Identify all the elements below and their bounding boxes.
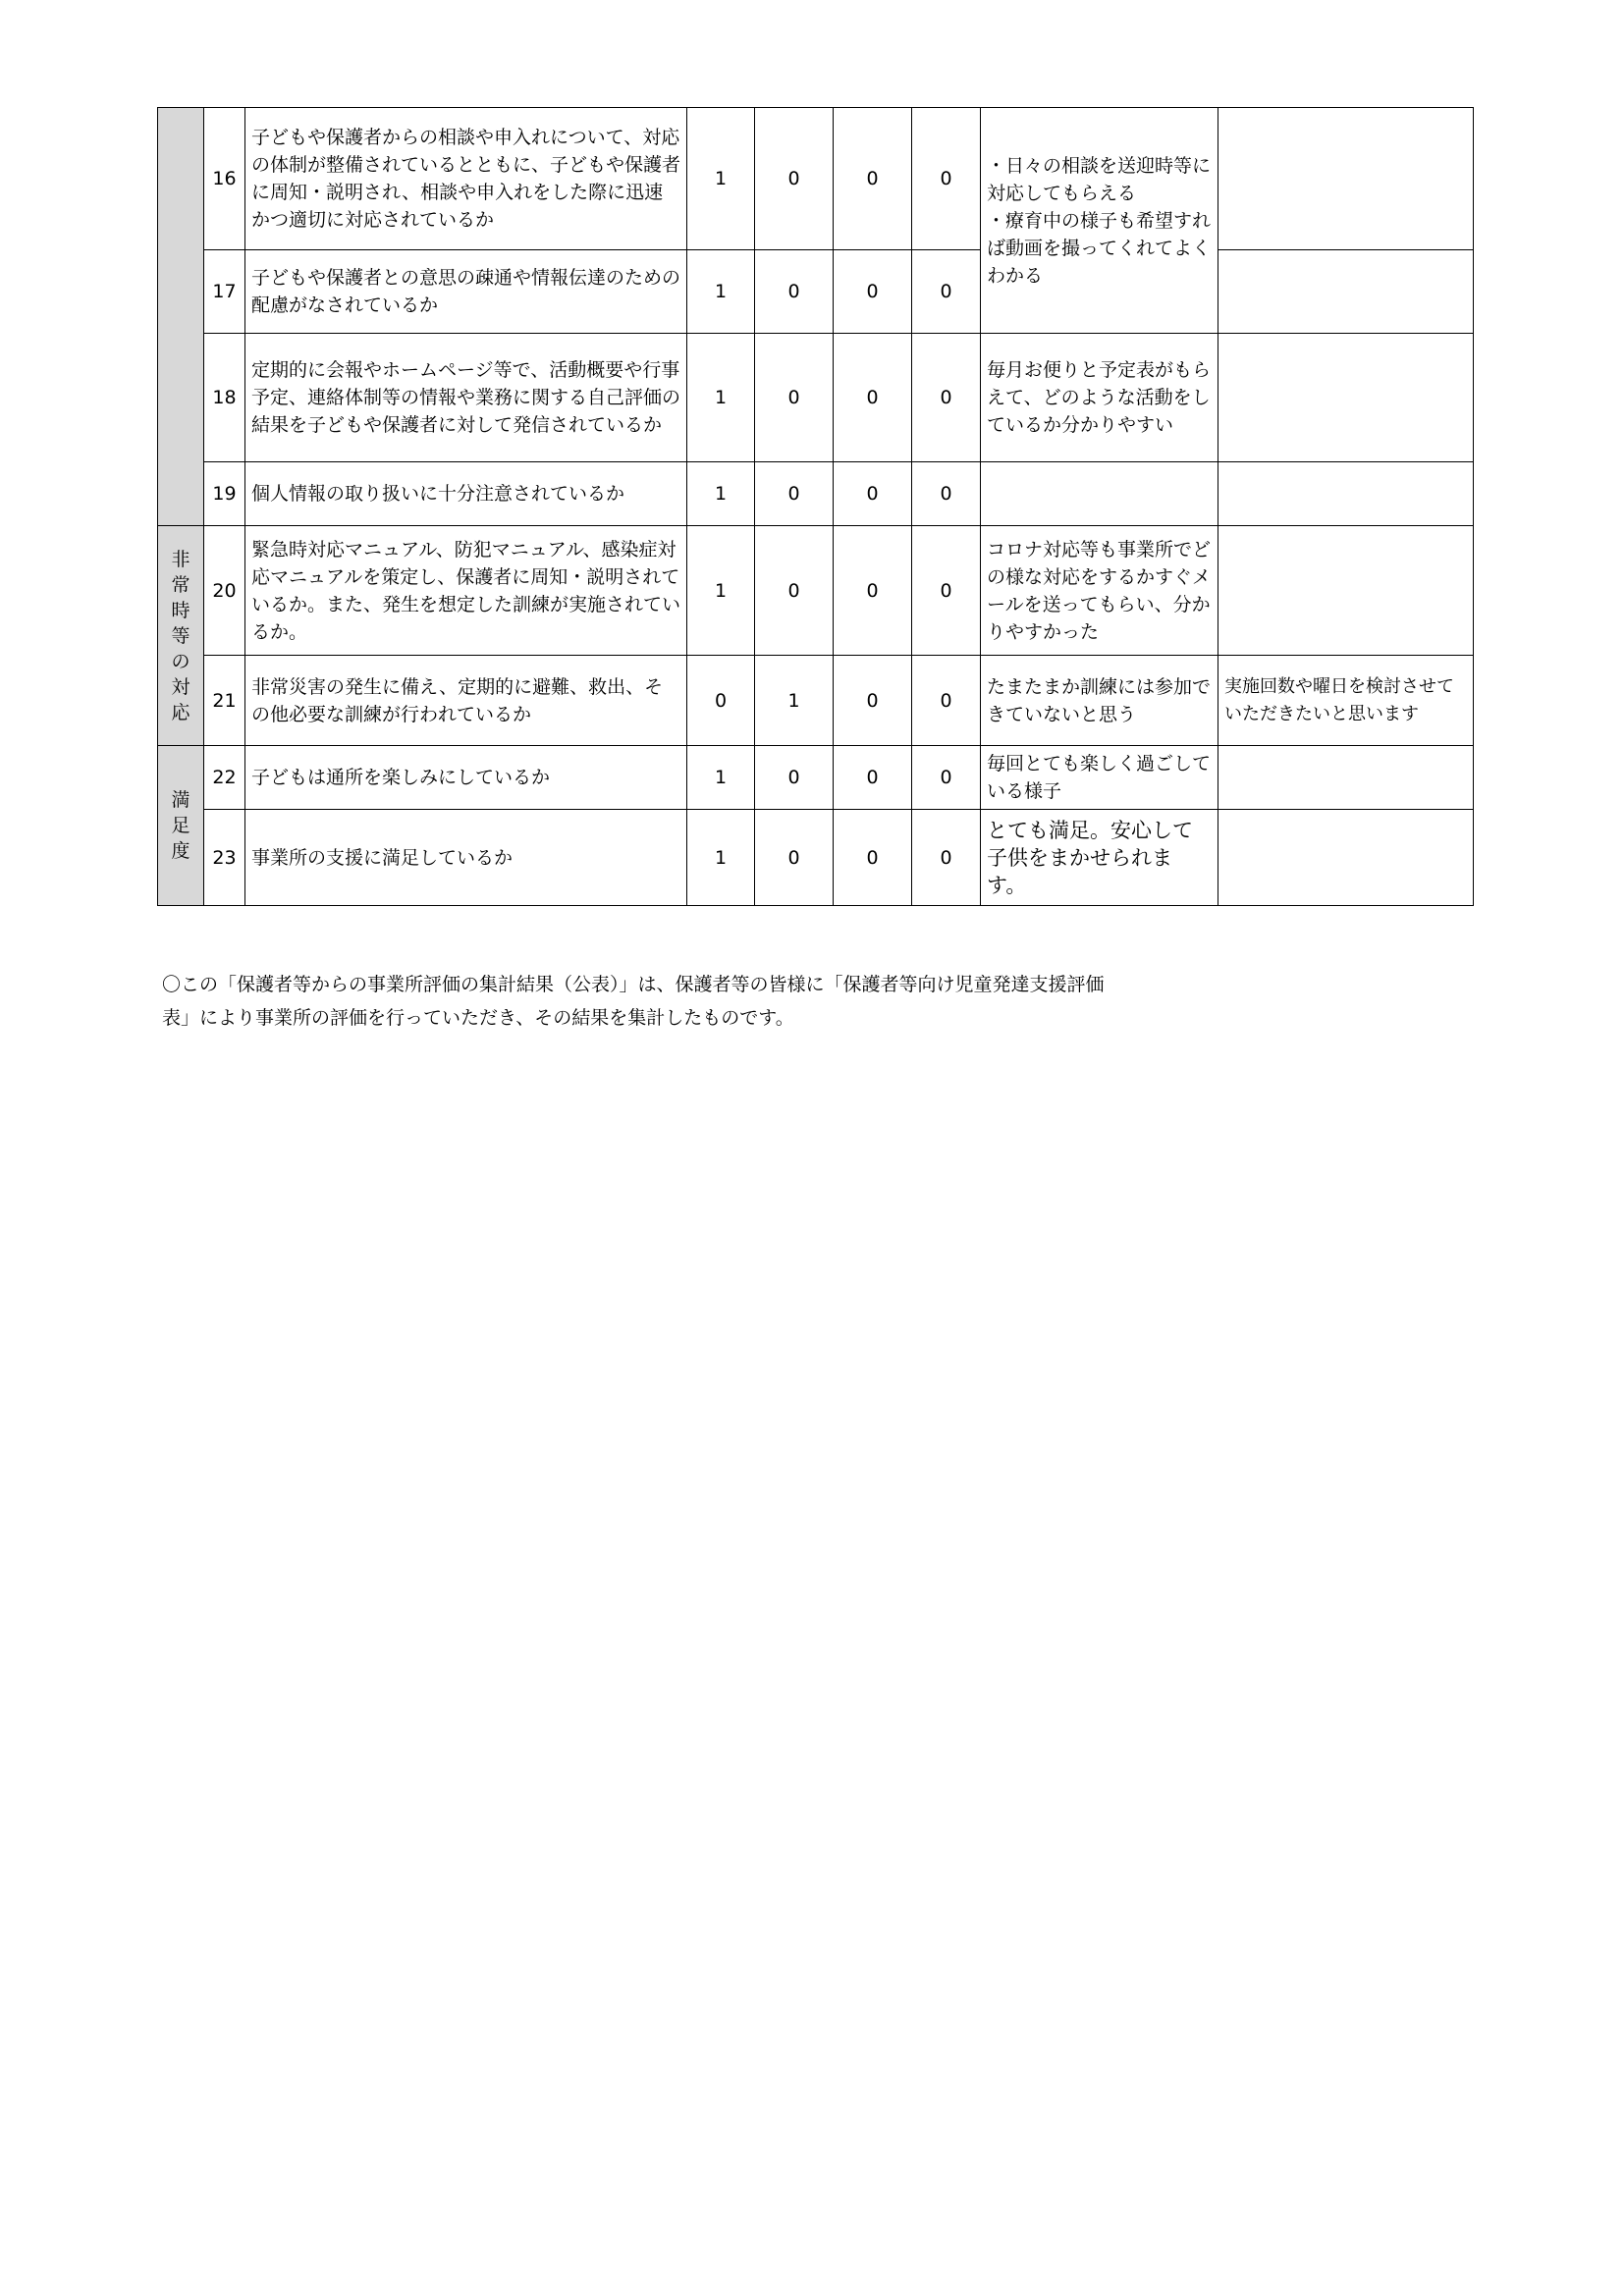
- evaluation-table: [157, 107, 1474, 906]
- count-neutral: 0: [755, 462, 834, 526]
- question-text: 子どもや保護者との意思の疎通や情報伝達のための配慮がなされているか: [245, 250, 687, 334]
- office-response: [1218, 334, 1474, 462]
- parent-comment: 毎回とても楽しく過ごしている様子: [981, 746, 1218, 810]
- parent-comment: コロナ対応等も事業所でどの様な対応をするかすぐメールを送ってもらい、分かりやすかった: [981, 526, 1218, 656]
- table-row: [158, 334, 1474, 462]
- parent-comment: とても満足。安心して子供をまかせられます。: [981, 810, 1218, 906]
- parent-comment: ・日々の相談を送迎時等に対応してもらえる ・療育中の様子も希望すれば動画を撮ってくれてよくわかる: [981, 108, 1218, 334]
- office-response: [1218, 810, 1474, 906]
- question-text: 事業所の支援に満足しているか: [245, 810, 687, 906]
- count-no: 0: [834, 108, 912, 250]
- category-cell-satisfaction: [158, 746, 204, 906]
- table-row: [158, 746, 1474, 810]
- count-no: 0: [834, 462, 912, 526]
- count-neutral: 0: [755, 526, 834, 656]
- count-yes: 1: [687, 526, 755, 656]
- question-number: 18: [204, 334, 245, 462]
- footnote-line: 表」により事業所の評価を行っていただき、その結果を集計したものです。: [162, 1007, 794, 1029]
- table-row: [158, 526, 1474, 656]
- category-label: 非常時等の対応: [171, 548, 190, 723]
- table-row: [158, 108, 1474, 250]
- question-number: 23: [204, 810, 245, 906]
- footnote-line: 〇この「保護者等からの事業所評価の集計結果（公表）」は、保護者等の皆様に「保護者等向け児童発達支援評価: [162, 974, 1105, 995]
- office-response: [1218, 526, 1474, 656]
- count-unknown: 0: [912, 250, 981, 334]
- count-no: 0: [834, 526, 912, 656]
- question-number: 20: [204, 526, 245, 656]
- office-response: [1218, 462, 1474, 526]
- question-text: 定期的に会報やホームページ等で、活動概要や行事予定、連絡体制等の情報や業務に関する自己評価の結果を子どもや保護者に対して発信されているか: [245, 334, 687, 462]
- count-yes: 1: [687, 250, 755, 334]
- count-unknown: 0: [912, 334, 981, 462]
- question-number: 16: [204, 108, 245, 250]
- office-response: 実施回数や曜日を検討させていただきたいと思います: [1218, 656, 1474, 746]
- footnote: [162, 968, 1438, 1035]
- count-unknown: 0: [912, 810, 981, 906]
- count-yes: 1: [687, 108, 755, 250]
- count-no: 0: [834, 746, 912, 810]
- question-text: 緊急時対応マニュアル、防犯マニュアル、感染症対応マニュアルを策定し、保護者に周知・説明されているか。また、発生を想定した訓練が実施されているか。: [245, 526, 687, 656]
- table-row: [158, 810, 1474, 906]
- office-response: [1218, 108, 1474, 250]
- count-yes: 1: [687, 462, 755, 526]
- category-cell-continued: [158, 108, 204, 526]
- parent-comment: [981, 462, 1218, 526]
- count-neutral: 0: [755, 250, 834, 334]
- parent-comment: 毎月お便りと予定表がもらえて、どのような活動をしているか分かりやすい: [981, 334, 1218, 462]
- count-no: 0: [834, 250, 912, 334]
- count-unknown: 0: [912, 108, 981, 250]
- parent-comment: たまたまか訓練には参加できていないと思う: [981, 656, 1218, 746]
- count-unknown: 0: [912, 462, 981, 526]
- count-neutral: 1: [755, 656, 834, 746]
- question-text: 非常災害の発生に備え、定期的に避難、救出、その他必要な訓練が行われているか: [245, 656, 687, 746]
- count-unknown: 0: [912, 746, 981, 810]
- office-response: [1218, 250, 1474, 334]
- count-unknown: 0: [912, 526, 981, 656]
- table-row: [158, 250, 1474, 334]
- count-yes: 1: [687, 746, 755, 810]
- count-no: 0: [834, 656, 912, 746]
- count-neutral: 0: [755, 810, 834, 906]
- table-row: [158, 656, 1474, 746]
- count-yes: 1: [687, 334, 755, 462]
- count-neutral: 0: [755, 334, 834, 462]
- count-yes: 1: [687, 810, 755, 906]
- question-number: 17: [204, 250, 245, 334]
- count-neutral: 0: [755, 108, 834, 250]
- question-text: 子どもや保護者からの相談や申入れについて、対応の体制が整備されているとともに、子どもや保護者に周知・説明され、相談や申入れをした際に迅速かつ適切に対応されているか: [245, 108, 687, 250]
- count-no: 0: [834, 334, 912, 462]
- office-response: [1218, 746, 1474, 810]
- question-number: 22: [204, 746, 245, 810]
- category-cell-emergency: [158, 526, 204, 746]
- question-text: 個人情報の取り扱いに十分注意されているか: [245, 462, 687, 526]
- count-yes: 0: [687, 656, 755, 746]
- question-text: 子どもは通所を楽しみにしているか: [245, 746, 687, 810]
- category-label: 満足度: [171, 789, 190, 862]
- question-number: 21: [204, 656, 245, 746]
- question-number: 19: [204, 462, 245, 526]
- count-no: 0: [834, 810, 912, 906]
- count-unknown: 0: [912, 656, 981, 746]
- table-row: [158, 462, 1474, 526]
- count-neutral: 0: [755, 746, 834, 810]
